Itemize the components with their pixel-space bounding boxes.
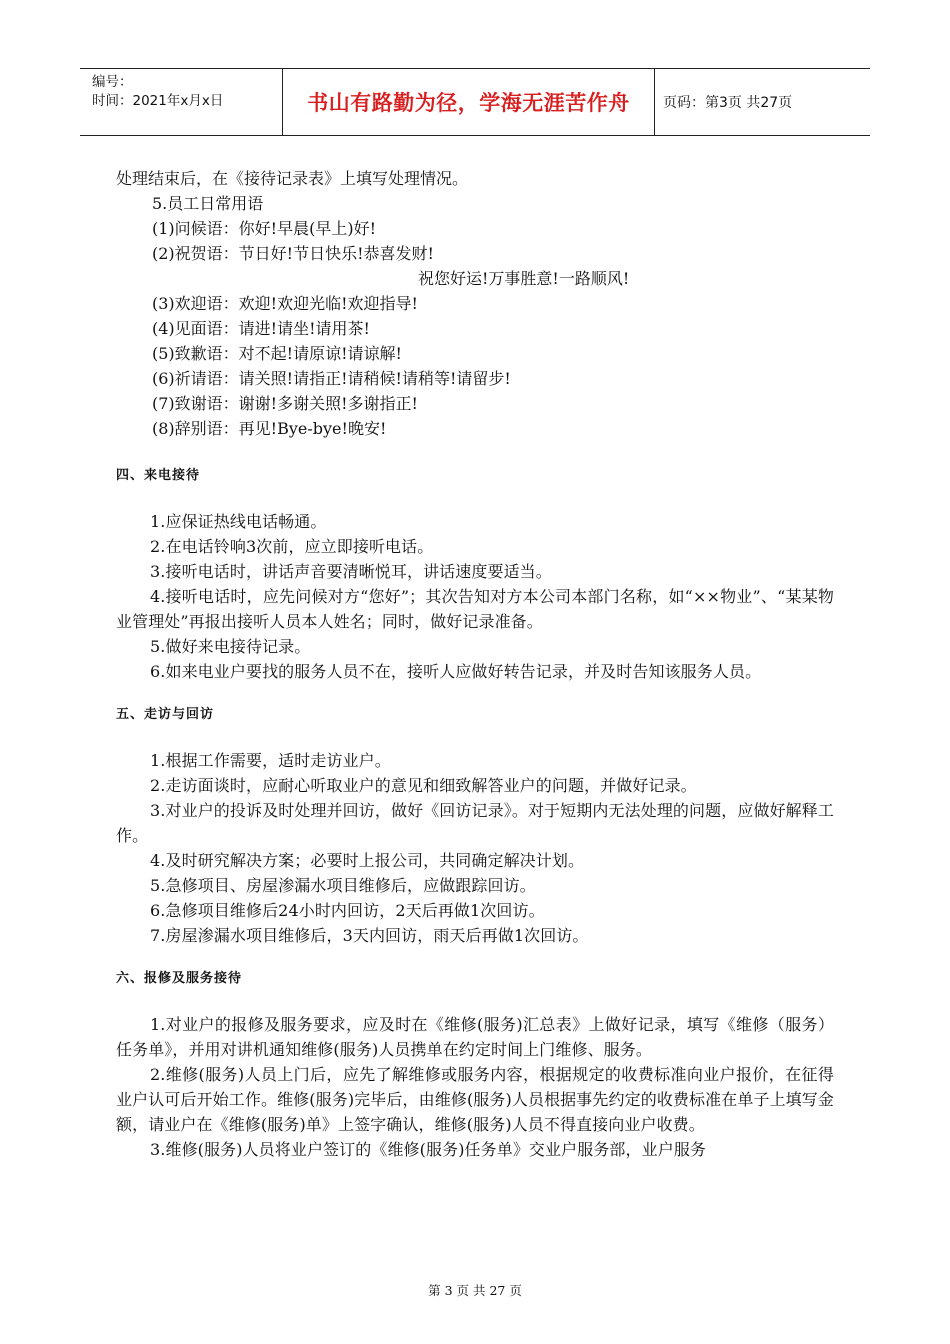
section4-item: 3.接听电话时，讲话声音要清晰悦耳，讲话速度要适当。 <box>150 562 552 581</box>
section4-item: 4.接听电话时，应先问候对方“您好”；其次告知对方本公司本部门名称，如“××物业”、“某某物业管理处”再报出接听人员本人姓名；同时，做好记录准备。 <box>116 587 834 631</box>
document-body <box>116 166 836 1162</box>
section6-item: 2.维修(服务)人员上门后，应先了解维修或服务内容，根据规定的收费标准向业户报价，在征得业户认可后开始工作。维修(服务)完毕后，由维修(服务)人员根据事先约定的收费标准在单子上填写金额，请业户在《维修(服务)单》上签字确认，维修(服务)人员不得直接向业户收费。 <box>116 1065 834 1134</box>
section4-item: 6.如来电业户要找的服务人员不在，接听人应做好转告记录，并及时告知该服务人员。 <box>150 662 762 681</box>
section6-item: 1.对业户的报修及服务要求，应及时在《维修(服务)汇总表》上做好记录，填写《维修（服务）任务单》，并用对讲机通知维修(服务)人员携单在约定时间上门维修、服务。 <box>116 1015 834 1059</box>
section-title-phone-reception: 四、来电接待 <box>116 468 201 483</box>
section6-item: 3.维修(服务)人员将业户签订的《维修(服务)任务单》交业户服务部，业户服务 <box>150 1140 707 1159</box>
document-number-label: 编号： <box>92 74 133 90</box>
section4-item: 5.做好来电接待记录。 <box>150 637 311 656</box>
section-title-repair-service: 六、报修及服务接待 <box>116 971 243 986</box>
section-title-visits: 五、走访与回访 <box>116 707 215 722</box>
header-page-info: 页码：第3页 共27页 <box>663 95 793 111</box>
phrase-item: (7)致谢语：谢谢!多谢关照!多谢指正! <box>152 394 418 413</box>
phrase-item-continuation: 祝您好运!万事胜意!一路顺风! <box>418 269 630 288</box>
section4-item: 1.应保证热线电话畅通。 <box>150 512 327 531</box>
phrase-item: (4)见面语：请进!请坐!请用茶! <box>152 319 370 338</box>
phrase-item: (8)辞别语：再见!Bye-bye!晚安! <box>152 419 387 438</box>
intro-line: 处理结束后，在《接待记录表》上填写处理情况。 <box>116 169 469 188</box>
header-motto: 书山有路勤为径，学海无涯苦作舟 <box>282 69 655 135</box>
page-header <box>80 68 870 136</box>
section5-item: 4.及时研究解决方案；必要时上报公司，共同确定解决计划。 <box>150 851 585 870</box>
phrases-heading: 5.员工日常用语 <box>152 194 264 213</box>
phrase-item: (3)欢迎语：欢迎!欢迎光临!欢迎指导! <box>152 294 418 313</box>
phrase-item: (6)祈请语：请关照!请指正!请稍候!请稍等!请留步! <box>152 369 511 388</box>
phrase-item: (1)问候语：你好!早晨(早上)好! <box>152 219 377 238</box>
header-meta <box>80 69 282 135</box>
phrase-item: (5)致歉语：对不起!请原谅!请谅解! <box>152 344 402 363</box>
section5-item: 1.根据工作需要，适时走访业户。 <box>150 751 391 770</box>
section5-item: 5.急修项目、房屋渗漏水项目维修后，应做跟踪回访。 <box>150 876 536 895</box>
phrase-item: (2)祝贺语：节日好!节日快乐!恭喜发财! <box>152 244 434 263</box>
section4-item: 2.在电话铃响3次前，应立即接听电话。 <box>150 537 434 556</box>
section5-item: 3.对业户的投诉及时处理并回访，做好《回访记录》。对于短期内无法处理的问题，应做好解释工作。 <box>116 801 834 845</box>
section5-item: 2.走访面谈时，应耐心听取业户的意见和细致解答业户的问题，并做好记录。 <box>150 776 697 795</box>
section5-item: 6.急修项目维修后24小时内回访，2天后再做1次回访。 <box>150 901 545 920</box>
page-footer: 第 3 页 共 27 页 <box>428 1283 522 1298</box>
document-time: 时间：2021年x月x日 <box>92 93 224 109</box>
section5-item: 7.房屋渗漏水项目维修后，3天内回访，雨天后再做1次回访。 <box>150 926 589 945</box>
